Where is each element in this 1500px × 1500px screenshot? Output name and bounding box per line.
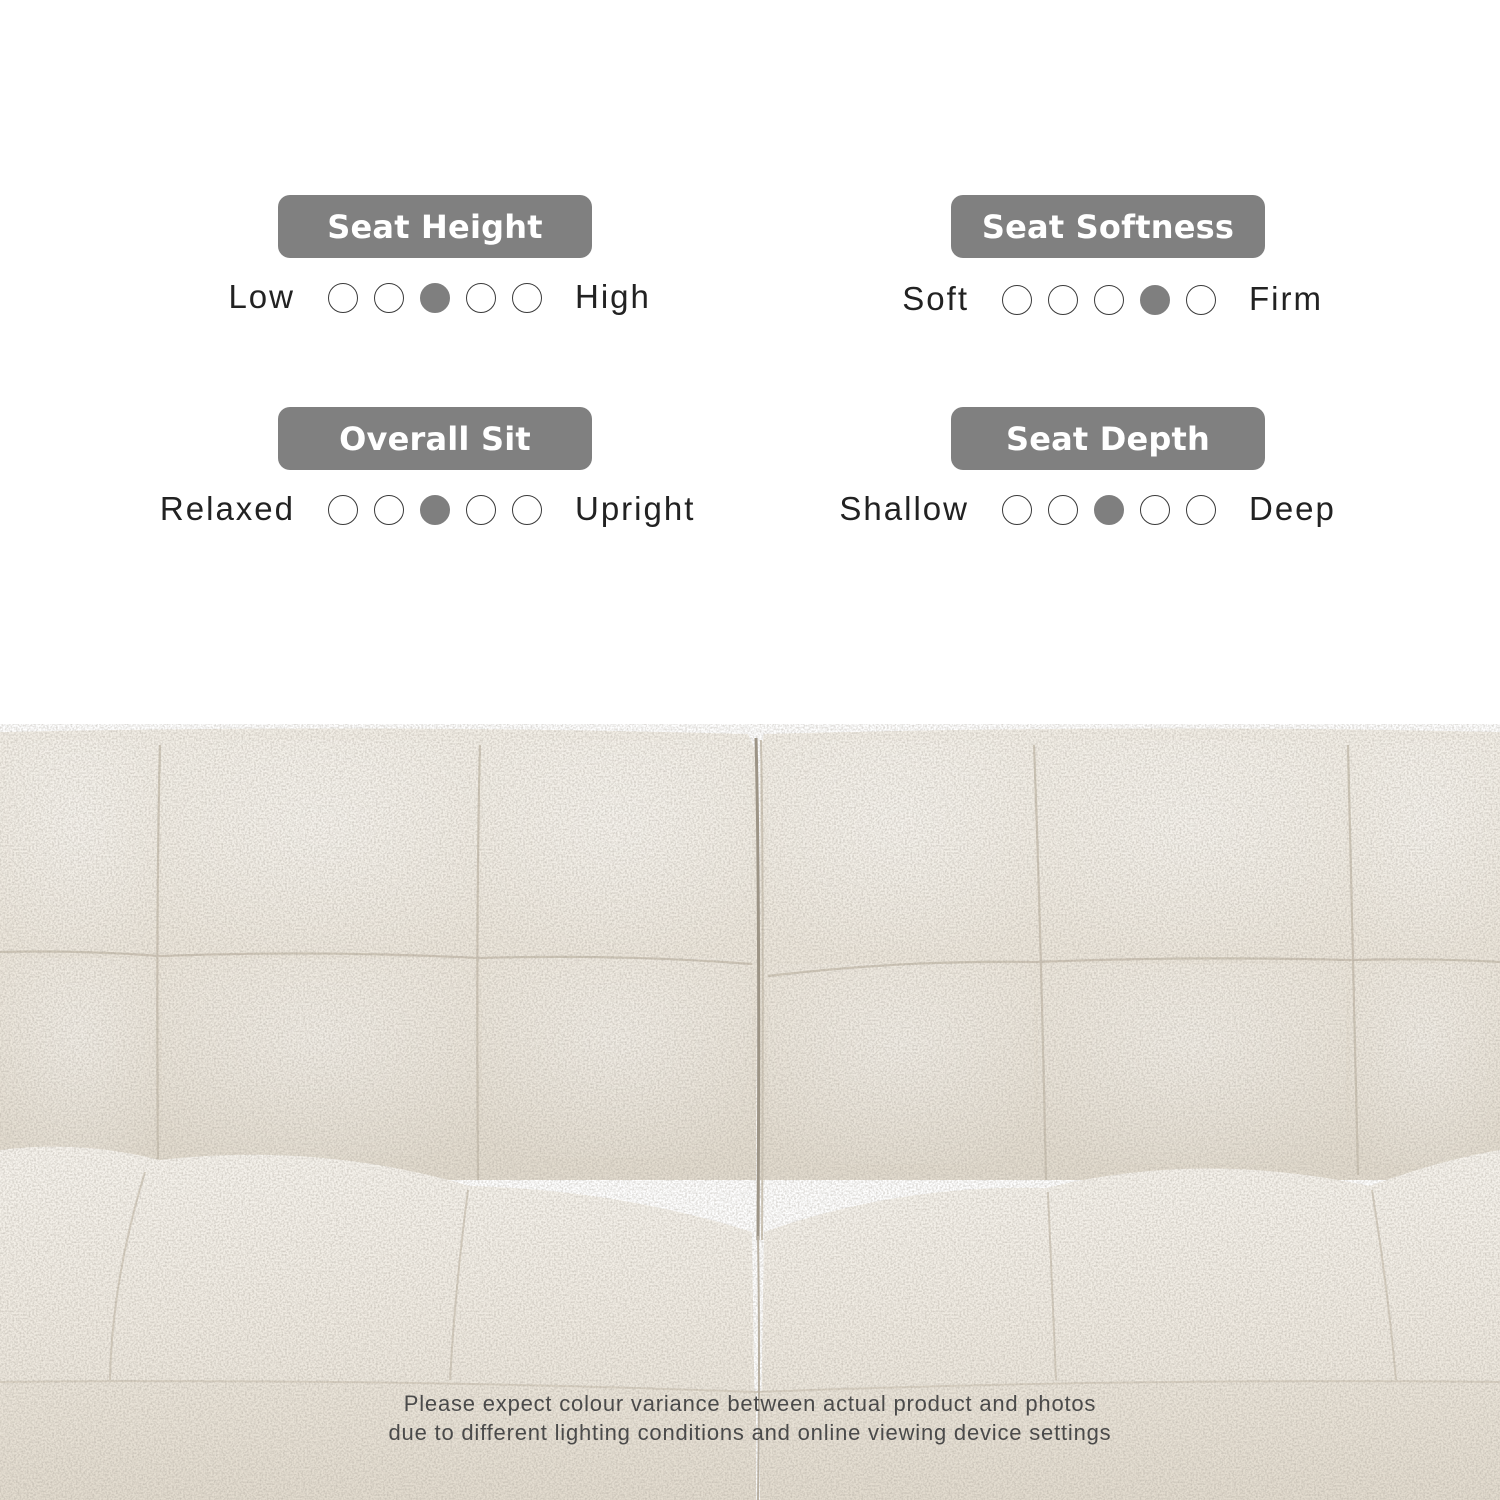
seat-depth-title: Seat Depth bbox=[1005, 419, 1211, 458]
seat-height-dot-4 bbox=[466, 283, 496, 313]
seat-height-dot-3-selected bbox=[420, 283, 450, 313]
seat-softness-dot-1 bbox=[1002, 285, 1032, 315]
overall-sit-dot-4 bbox=[466, 495, 496, 525]
overall-sit-badge bbox=[278, 407, 592, 470]
seat-softness-badge bbox=[951, 195, 1265, 258]
sofa-photo bbox=[0, 700, 1500, 1500]
seat-depth-dot-3-selected bbox=[1094, 495, 1124, 525]
seat-depth-badge bbox=[951, 407, 1265, 470]
seat-height-dot-2 bbox=[374, 283, 404, 313]
seat-depth-high-label: Deep bbox=[1249, 490, 1336, 527]
seat-softness-title: Seat Softness bbox=[981, 207, 1235, 246]
overall-sit-dot-3-selected bbox=[420, 495, 450, 525]
seat-depth-dot-1 bbox=[1002, 495, 1032, 525]
colour-variance-disclaimer-line-1: Please expect colour variance between actual product and photos bbox=[403, 1391, 1097, 1416]
seat-softness-dot-5 bbox=[1186, 285, 1216, 315]
seat-height-badge bbox=[278, 195, 592, 258]
overall-sit-dot-1 bbox=[328, 495, 358, 525]
seat-softness-dot-2 bbox=[1048, 285, 1078, 315]
seat-depth-dot-2 bbox=[1048, 495, 1078, 525]
seat-depth-dot-5 bbox=[1186, 495, 1216, 525]
colour-variance-disclaimer-line-2: due to different lighting conditions and online viewing device settings bbox=[388, 1420, 1112, 1445]
seat-height-dot-1 bbox=[328, 283, 358, 313]
seat-softness-dot-3 bbox=[1094, 285, 1124, 315]
seat-softness-high-label: Firm bbox=[1249, 280, 1323, 317]
seat-height-low-label: Low bbox=[228, 278, 295, 315]
overall-sit-dot-2 bbox=[374, 495, 404, 525]
seat-softness-dot-4-selected bbox=[1140, 285, 1170, 315]
overall-sit-high-label: Upright bbox=[575, 490, 696, 527]
seat-height-high-label: High bbox=[575, 278, 651, 315]
seat-height-title: Seat Height bbox=[327, 207, 543, 246]
overall-sit-dot-5 bbox=[512, 495, 542, 525]
overall-sit-title: Overall Sit bbox=[339, 419, 531, 458]
overall-sit-low-label: Relaxed bbox=[159, 490, 295, 527]
seat-softness-low-label: Soft bbox=[902, 280, 969, 317]
seat-height-dot-5 bbox=[512, 283, 542, 313]
seat-depth-low-label: Shallow bbox=[839, 490, 969, 527]
seat-depth-dot-4 bbox=[1140, 495, 1170, 525]
